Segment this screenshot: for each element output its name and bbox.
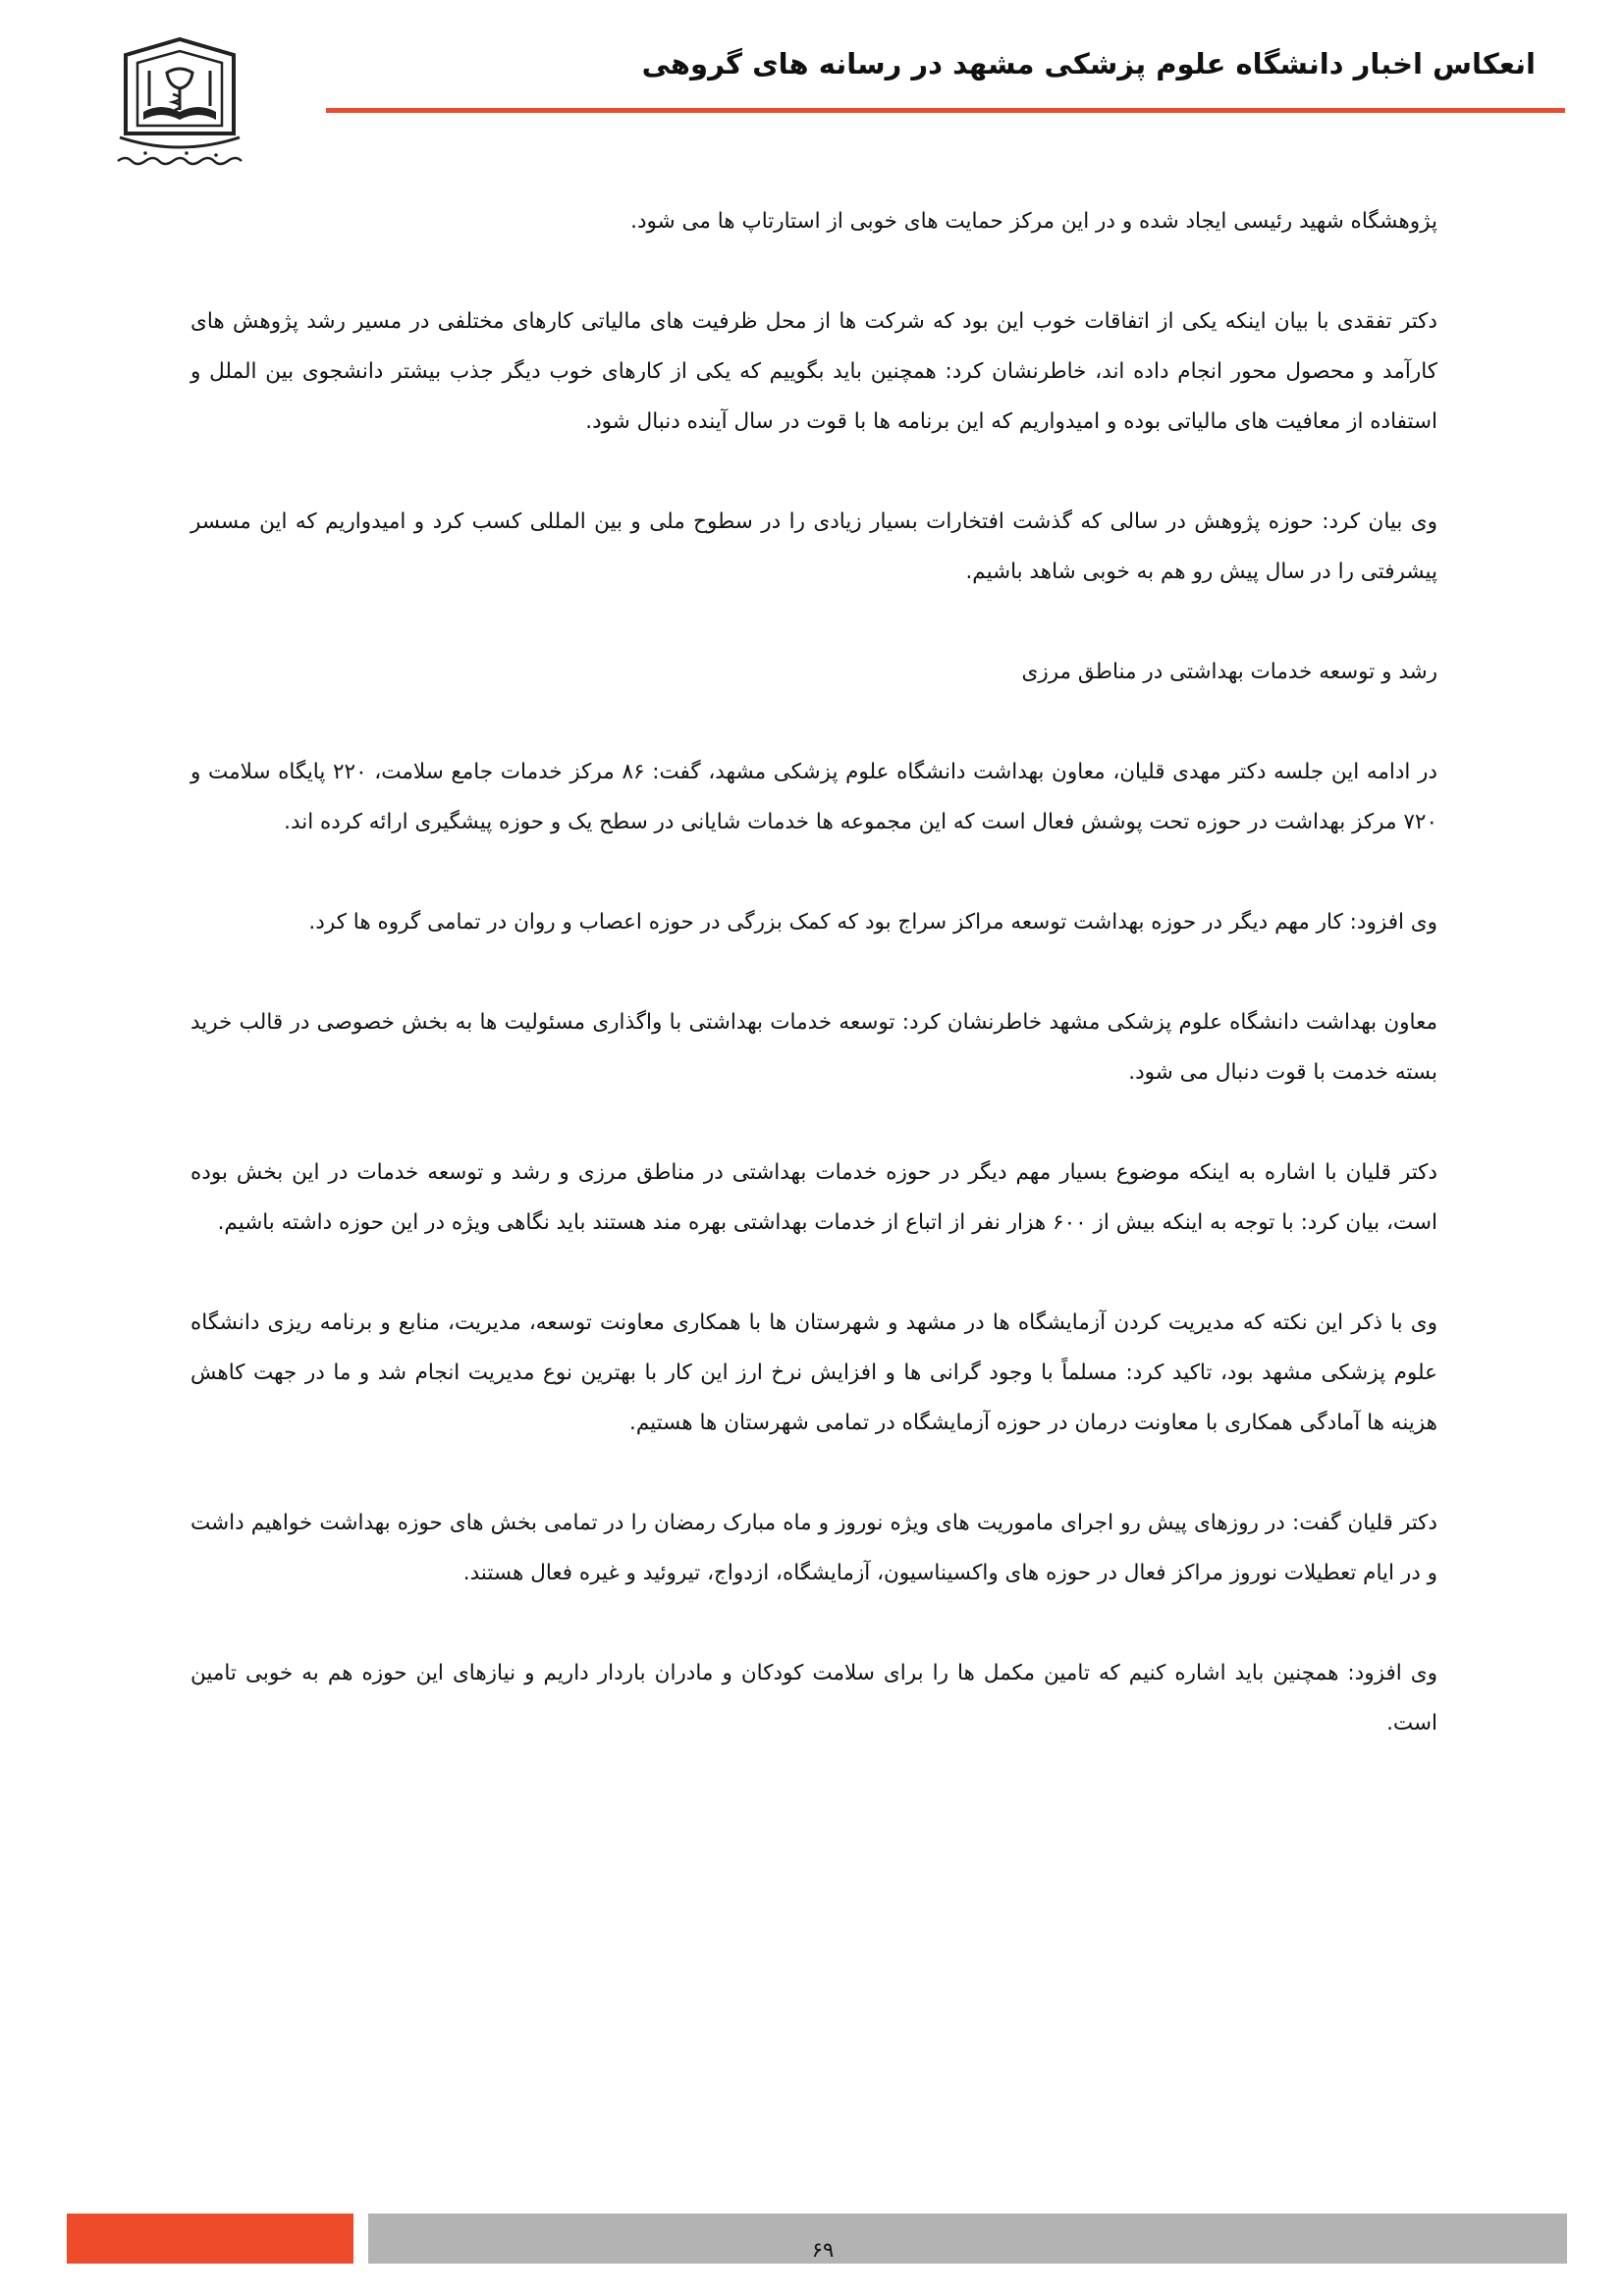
paragraph: وی با ذکر این نکته که مدیریت کردن آزمایشگاه ها در مشهد و شهرستان ها با همکاری معاونت توسعه، مدیریت، منابع و برنامه ریزی دانشگاه علوم پزشکی مشهد بود، تاکید کرد: مسلماً با وجود گرانی ها و افزایش نرخ ارز این کار با بهترین نوع مدیریت انجام شد و ما در جهت کاهش هزینه ها آمادگی همکاری با معاونت درمان در حوزه آزمایشگاه در تمامی شهرستان ها هستیم. — [190, 1310, 1437, 1435]
page-number: ۶۹ — [811, 2238, 835, 2262]
paragraph: در ادامه این جلسه دکتر مهدی قلیان، معاون بهداشت دانشگاه علوم پزشکی مشهد، گفت: ۸۶ مرکز خدمات جامع سلامت، ۲۲۰ پایگاه سلامت و ۷۲۰ مرکز بهداشت در حوزه تحت پوشش فعال است که این مجموعه ها خدمات شایانی در سطح یک و حوزه پیشگیری ارائه کرده اند. — [190, 760, 1437, 834]
paragraph: پژوهشگاه شهید رئیسی ایجاد شده و در این مرکز حمایت های خوبی از استارتاپ ها می شود. — [630, 209, 1437, 234]
paragraph: وی بیان کرد: حوزه پژوهش در سالی که گذشت افتخارات بسیار زیادی را در سطوح ملی و بین المللی کسب کرد و امیدواریم که این مسسر پیشرفتی را در سال پیش رو هم به خوبی شاهد باشیم. — [190, 509, 1437, 584]
paragraph: دکتر قلیان با اشاره به اینکه موضوع بسیار مهم دیگر در حوزه خدمات بهداشتی در مناطق مرزی و رشد و توسعه خدمات در این بخش بوده است، بیان کرد: با توجه به اینکه بیش از ۶۰۰ هزار نفر از اتباع از خدمات بهداشتی بهره مند هستند باید نگاهی ویژه در این حوزه داشته باشیم. — [190, 1160, 1437, 1235]
paragraph: وی افزود: همچنین باید اشاره کنیم که تامین مکمل ها را برای سلامت کودکان و مادران باردار داریم و نیازهای این حوزه هم به خوبی تامین است. — [190, 1661, 1437, 1735]
page-header — [0, 0, 1624, 177]
article-body — [190, 196, 1437, 1798]
paragraph: دکتر قلیان گفت: در روزهای پیش رو اجرای ماموریت های ویژه نوروز و ماه مبارک رمضان را در تمامی بخش های حوزه بهداشت خواهیم داشت و در ایام تعطیلات نوروز مراکز فعال در حوزه های واکسیناسیون، آزمایشگاه، ازدواج، تیروئید و غیره فعال هستند. — [190, 1511, 1437, 1585]
paragraph: معاون بهداشت دانشگاه علوم پزشکی مشهد خاطرنشان کرد: توسعه خدمات بهداشتی با واگذاری مسئولیت ها به بخش خصوصی در قالب خرید بسته خدمت با قوت دنبال می شود. — [190, 1010, 1437, 1085]
university-emblem-icon — [106, 35, 253, 173]
footer-orange-bar — [67, 2214, 353, 2264]
paragraph: دکتر تفقدی با بیان اینکه یکی از اتفاقات خوب این بود که شرکت ها از محل ظرفیت های مالیاتی کارهای مختلفی در مسیر رشد پژوهش های کارآمد و محصول محور انجام داده اند، خاطرنشان کرد: همچنین باید بگوییم که یکی از کارهای خوب دیگر جذب بیشتر دانشجوی بین الملل و استفاده از معافیت های مالیاتی بوده و امیدواریم که این برنامه ها با قوت در سال آینده دنبال شود. — [190, 309, 1437, 434]
header-divider — [326, 108, 1565, 113]
footer-gray-bar — [368, 2214, 1567, 2264]
paragraph: وی افزود: کار مهم دیگر در حوزه بهداشت توسعه مراکز سراج بود که کمک بزرگی در حوزه اعصاب و روان در تمامی گروه ها کرد. — [308, 910, 1437, 934]
header-title: انعکاس اخبار دانشگاه علوم پزشکی مشهد در رسانه های گروهی — [641, 47, 1536, 80]
section-heading: رشد و توسعه خدمات بهداشتی در مناطق مرزی — [1021, 660, 1437, 684]
